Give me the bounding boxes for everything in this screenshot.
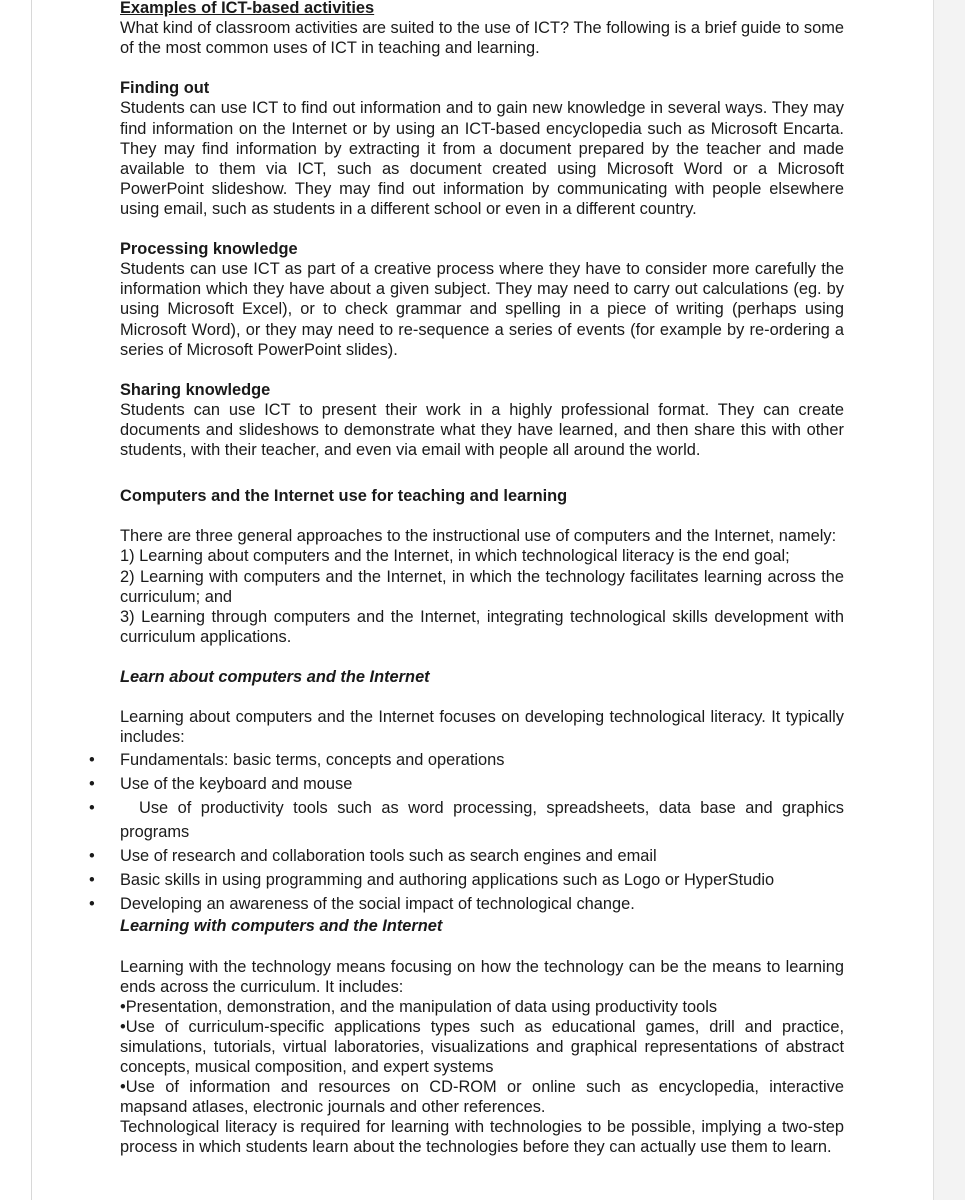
heading-examples: Examples of ICT-based activities [120, 0, 375, 17]
list-item: • Fundamentals: basic terms, concepts and operations [120, 748, 844, 772]
approach-1: 1) Learning about computers and the Internet, in which technological literacy is the end goal; [120, 547, 790, 566]
list-item: • Use of research and collaboration tools such as search engines and email [120, 844, 844, 868]
heading-learn-about: Learn about computers and the Internet [120, 668, 430, 686]
page-right-margin [933, 0, 965, 1200]
heading-computers-internet: Computers and the Internet use for teaching and learning [120, 487, 568, 506]
heading-learning-with: Learning with computers and the Internet [120, 917, 443, 936]
learning-with-item-1: •Presentation, demonstration, and the manipulation of data using productivity tools [120, 997, 718, 1016]
paragraph-learn-about: Learning about computers and the Internet focuses on developing technological literacy. It typically includes: [120, 708, 844, 747]
paragraph-finding-out: Students can use ICT to find out information and to gain new knowledge in several ways. They may find information on the Internet or by using an ICT-based encyclopedia such as Microsoft Encarta. They may find information by extracting it from a document prepared by the teacher and made available to them via ICT, such as document created using Microsoft Word or a Microsoft PowerPoint slideshow. They may find out information by communicating with people elsewhere using email, such as students in a different school or even in a different country. [120, 99, 844, 218]
learn-about-bullet-list [89, 748, 844, 916]
paragraph-processing-knowledge: Students can use ICT as part of a creative process where they have to consider more carefully the information which they have about a given subject. They may need to carry out calculations (eg. by using Microsoft Excel), or to check grammar and spelling in a piece of writing (perhaps using Microsoft Word), or they may need to re-sequence a series of events (for example by re-ordering a series of Microsoft PowerPoint slides). [120, 260, 844, 359]
paragraph-technological-literacy: Technological literacy is required for learning with technologies to be possible, implying a two-step process in which students learn about the technologies before they can actually use them to learn. [120, 1118, 844, 1157]
list-item: • Use of the keyboard and mouse [120, 772, 844, 796]
paragraph-examples: What kind of classroom activities are suited to the use of ICT? The following is a brief guide to some of the most common uses of ICT in teaching and learning. [120, 19, 844, 58]
approach-2: 2) Learning with computers and the Internet, in which the technology facilitates learning across the curriculum; and [120, 567, 844, 606]
paragraph-three-approaches: There are three general approaches to the instructional use of computers and the Internet, namely: [120, 527, 837, 546]
page-left-border [31, 0, 32, 1200]
heading-sharing-knowledge: Sharing knowledge [120, 380, 271, 399]
learning-with-item-2: •Use of curriculum-specific applications types such as educational games, drill and practice, simulations, tutorials, virtual laboratories, visualizations and graphical representations of abstract concepts, musical composition, and expert systems [120, 1017, 844, 1077]
bullet-icon: • [89, 775, 95, 794]
list-item: • Use of productivity tools such as word processing, spreadsheets, data base and graphics programs [120, 796, 844, 844]
heading-finding-out: Finding out [120, 79, 210, 98]
list-item: • Developing an awareness of the social impact of technological change. [120, 892, 844, 916]
approach-3: 3) Learning through computers and the Internet, integrating technological skills development with curriculum applications. [120, 607, 844, 646]
bullet-icon: • [89, 751, 95, 770]
bullet-icon: • [89, 895, 95, 914]
paragraph-learning-with: Learning with the technology means focusing on how the technology can be the means to learning ends across the curriculum. It includes: [120, 957, 844, 996]
bullet-icon: • [89, 799, 95, 818]
bullet-icon: • [89, 847, 95, 866]
heading-processing-knowledge: Processing knowledge [120, 240, 298, 259]
list-item: • Basic skills in using programming and authoring applications such as Logo or HyperStudio [120, 868, 844, 892]
document-page [89, 0, 844, 1158]
bullet-icon: • [89, 871, 95, 890]
paragraph-sharing-knowledge: Students can use ICT to present their work in a highly professional format. They can create documents and slideshows to demonstrate what they have learned, and then share this with other students, with their teacher, and even via email with people all around the world. [120, 400, 844, 460]
learning-with-item-3: •Use of information and resources on CD-ROM or online such as encyclopedia, interactive mapsand atlases, electronic journals and other references. [120, 1078, 844, 1117]
